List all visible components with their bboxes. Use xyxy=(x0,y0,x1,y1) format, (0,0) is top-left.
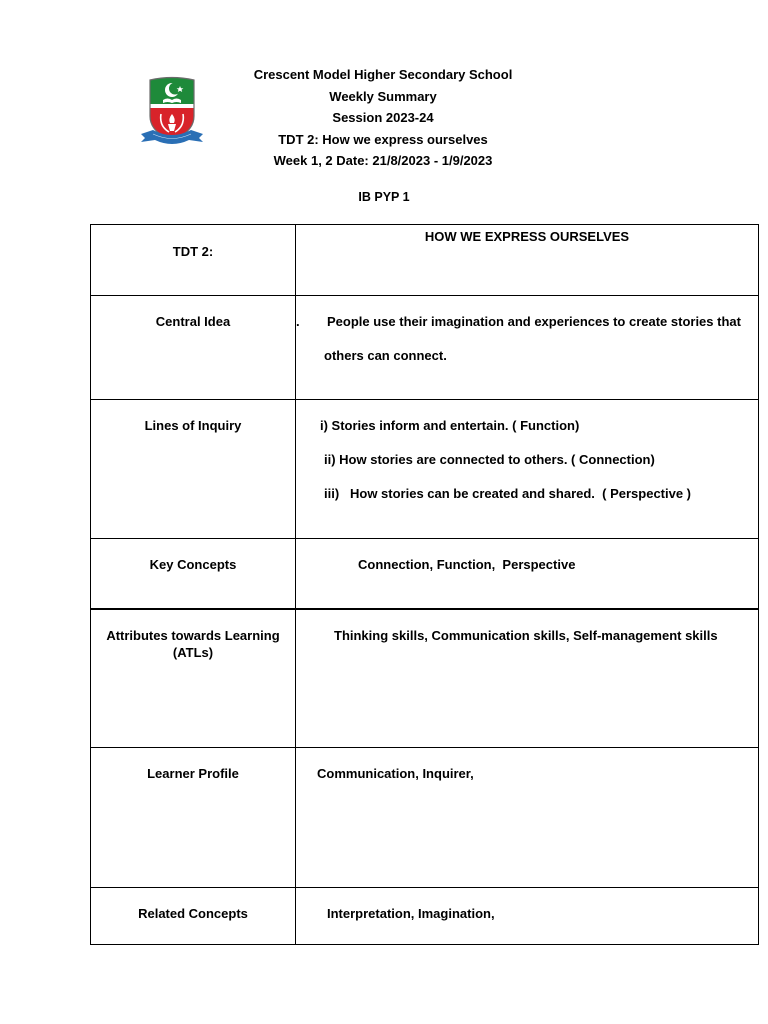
table-row-learner-profile xyxy=(91,748,759,888)
inquiry-line-1: i) Stories inform and entertain. ( Function) xyxy=(320,418,580,433)
central-idea-bullet: . xyxy=(296,314,300,329)
atls-value: Thinking skills, Communication skills, Self-management skills xyxy=(334,628,718,643)
key-concepts-value: Connection, Function, Perspective xyxy=(358,557,576,572)
tdt-value: HOW WE EXPRESS OURSELVES xyxy=(424,229,630,244)
key-concepts-label-cell xyxy=(91,539,296,610)
program-label: IB PYP 1 xyxy=(358,190,410,204)
lines-of-inquiry-label: Lines of Inquiry xyxy=(144,418,242,433)
document-header xyxy=(200,64,566,172)
central-idea-label-cell xyxy=(91,296,296,400)
atls-label-line-1: Attributes towards Learning xyxy=(106,628,280,643)
key-concepts-value-cell xyxy=(296,539,759,610)
atls-label-line-2: (ATLs) xyxy=(172,645,214,660)
atls-label-cell xyxy=(91,609,296,748)
central-idea-label: Central Idea xyxy=(155,314,231,329)
theme-text: TDT 2: How we express ourselves xyxy=(278,131,488,147)
learner-profile-label: Learner Profile xyxy=(147,766,239,781)
school-name: Crescent Model Higher Secondary School xyxy=(253,67,513,82)
table-row-key-concepts xyxy=(91,539,759,610)
lines-of-inquiry-value-cell xyxy=(296,400,759,539)
weekly-summary-table xyxy=(90,224,759,945)
tdt-value-cell xyxy=(296,225,759,296)
table-row-lines-of-inquiry xyxy=(91,400,759,539)
table-row-tdt xyxy=(91,225,759,296)
document-title: Weekly Summary xyxy=(329,88,437,104)
tdt-label-cell xyxy=(91,225,296,296)
session-text: Session 2023-24 xyxy=(332,110,434,125)
central-idea-line-2: others can connect. xyxy=(324,348,447,363)
related-concepts-label-cell xyxy=(91,888,296,945)
table-row-related-concepts xyxy=(91,888,759,945)
related-concepts-value-cell xyxy=(296,888,759,945)
table-row-atls xyxy=(91,609,759,748)
inquiry-line-2: ii) How stories are connected to others. ( Connection) xyxy=(324,452,655,467)
learner-profile-label-cell xyxy=(91,748,296,888)
table-row-central-idea xyxy=(91,296,759,400)
learner-profile-value: Communication, Inquirer, xyxy=(317,766,474,781)
lines-of-inquiry-label-cell xyxy=(91,400,296,539)
central-idea-line-1: People use their imagination and experiences to create stories that xyxy=(327,314,741,329)
atls-value-cell xyxy=(296,609,759,748)
inquiry-line-3: iii) How stories can be created and shared. ( Perspective ) xyxy=(324,486,692,501)
week-date-text: Week 1, 2 Date: 21/8/2023 - 1/9/2023 xyxy=(273,153,493,168)
learner-profile-value-cell xyxy=(296,748,759,888)
related-concepts-value: Interpretation, Imagination, xyxy=(327,906,495,921)
tdt-label: TDT 2: xyxy=(172,244,214,259)
central-idea-value-cell xyxy=(296,296,759,400)
school-crest-logo xyxy=(139,74,205,148)
related-concepts-label: Related Concepts xyxy=(138,906,248,921)
key-concepts-label: Key Concepts xyxy=(149,557,237,572)
